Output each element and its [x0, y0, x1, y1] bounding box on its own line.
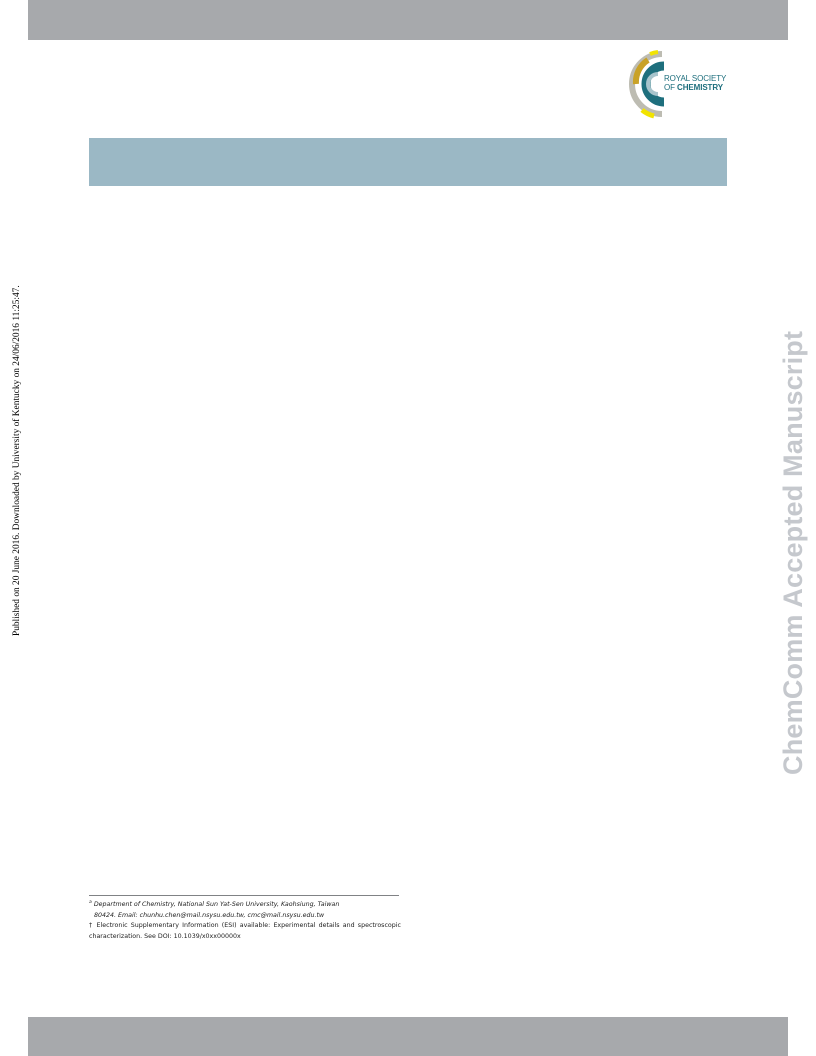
- header-bar: [28, 0, 788, 40]
- footer-bar: [28, 1017, 788, 1056]
- footnote-esi: † Electronic Supplementary Information (ESI) available: Experimental details and spectroscopic characterization. See DOI: 10.1039/x0xx00000x: [89, 922, 401, 940]
- title-banner: [89, 138, 727, 186]
- logo-line2: [664, 83, 726, 92]
- footnote-divider: [89, 895, 399, 896]
- accepted-manuscript-watermark: ChemComm Accepted Manuscript: [778, 330, 808, 775]
- logo-line1: ROYAL SOCIETY: [664, 74, 727, 83]
- affiliation-line2: 80424. Email: chunhu.chen@mail.nsysu.edu.tw, cmc@mail.nsysu.edu.tw: [94, 911, 325, 919]
- affiliation-marker: a: [89, 900, 92, 905]
- footnote-affiliation: [89, 898, 401, 921]
- logo-wordmark: [664, 74, 726, 92]
- logo-line2-emphasis: CHEMISTRY: [677, 83, 723, 92]
- affiliation-line1: Department of Chemistry, National Sun Yat-Sen University, Kaohsiung, Taiwan: [91, 901, 340, 908]
- logo-line2-prefix: OF: [664, 83, 678, 92]
- rsc-logo: [628, 50, 732, 120]
- publication-stamp: Published on 20 June 2016. Downloaded by University of Kentucky on 24/06/2016 11:25:47.: [12, 285, 22, 636]
- footnotes: [89, 898, 401, 942]
